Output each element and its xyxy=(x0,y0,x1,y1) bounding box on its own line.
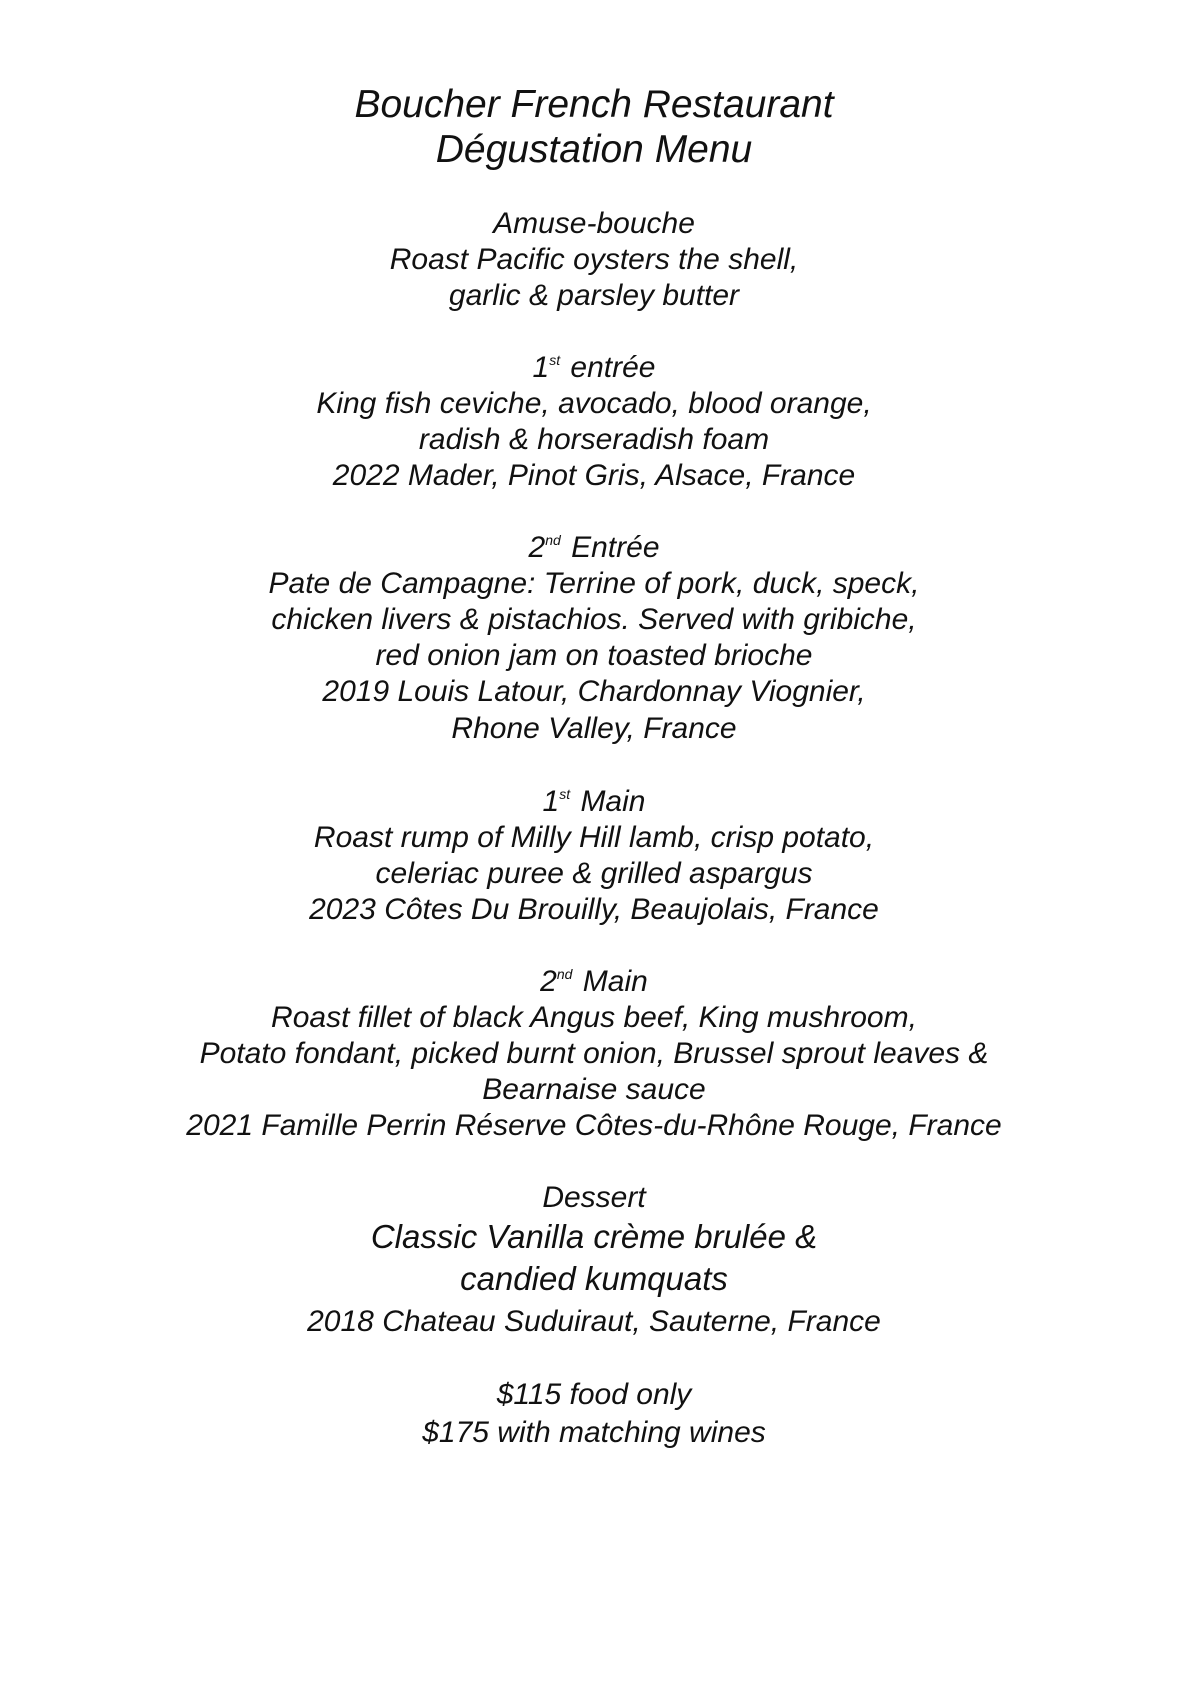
course-description-line: red onion jam on toasted brioche xyxy=(375,639,813,672)
course-description-line: Potato fondant, picked burnt onion, Brussel sprout leaves & xyxy=(199,1037,989,1070)
wine-pairing: 2019 Louis Latour, Chardonnay Viognier, xyxy=(322,675,866,708)
course-first-entree xyxy=(0,350,1188,494)
wine-pairing: Rhone Valley, France xyxy=(451,712,737,745)
course-description-line: Pate de Campagne: Terrine of pork, duck, speck, xyxy=(268,567,920,600)
course-ordinal-suffix: st xyxy=(549,352,561,368)
course-second-main xyxy=(0,964,1188,1144)
course-description-line: King fish ceviche, avocado, blood orange, xyxy=(316,387,872,420)
menu-name: Dégustation Menu xyxy=(435,128,753,171)
course-number: 2 xyxy=(528,531,546,564)
course-ordinal-suffix: st xyxy=(559,786,571,802)
menu-prices xyxy=(0,1376,1188,1452)
wine-pairing: 2021 Famille Perrin Réserve Côtes-du-Rhône Rouge, France xyxy=(186,1109,1002,1142)
course-second-entree xyxy=(0,530,1188,748)
wine-pairing: 2023 Côtes Du Brouilly, Beaujolais, France xyxy=(309,893,879,926)
price-food-only: $115 food only xyxy=(496,1378,692,1411)
wine-pairing: 2022 Mader, Pinot Gris, Alsace, France xyxy=(332,459,856,492)
course-amuse-bouche xyxy=(0,206,1188,314)
course-description-line: Bearnaise sauce xyxy=(482,1073,706,1106)
course-heading xyxy=(0,964,1188,1000)
course-heading-text: Main xyxy=(582,965,648,998)
course-dessert xyxy=(0,1180,1188,1340)
course-number: 1 xyxy=(542,785,560,818)
course-heading-text: Main xyxy=(580,785,646,818)
course-description-line: candied kumquats xyxy=(460,1260,728,1297)
course-description-line: garlic & parsley butter xyxy=(448,279,740,312)
course-description-line: chicken livers & pistachios. Served with gribiche, xyxy=(271,603,917,636)
course-description-line: Classic Vanilla crème brulée & xyxy=(370,1218,818,1255)
course-heading xyxy=(0,784,1188,820)
price-with-wines: $175 with matching wines xyxy=(422,1416,766,1449)
course-description-line: celeriac puree & grilled aspargus xyxy=(375,857,813,890)
course-heading xyxy=(0,350,1188,386)
course-heading: Dessert xyxy=(542,1181,646,1214)
wine-pairing: 2018 Chateau Suduiraut, Sauterne, France xyxy=(307,1305,881,1338)
course-heading-text: Entrée xyxy=(571,531,660,564)
course-number: 1 xyxy=(532,351,550,384)
course-description-line: Roast Pacific oysters the shell, xyxy=(389,243,799,276)
course-description-line: Roast rump of Milly Hill lamb, crisp potato, xyxy=(313,821,875,854)
course-description-line: radish & horseradish foam xyxy=(418,423,770,456)
course-heading: Amuse-bouche xyxy=(493,207,695,240)
course-heading-text: entrée xyxy=(570,351,656,384)
restaurant-name: Boucher French Restaurant xyxy=(354,83,834,126)
course-first-main xyxy=(0,784,1188,928)
course-description-line: Roast fillet of black Angus beef, King mushroom, xyxy=(271,1001,917,1034)
course-ordinal-suffix: nd xyxy=(545,532,561,548)
menu-title-block xyxy=(0,82,1188,172)
course-number: 2 xyxy=(540,965,557,998)
course-ordinal-suffix: nd xyxy=(556,966,573,982)
course-heading xyxy=(0,530,1188,566)
